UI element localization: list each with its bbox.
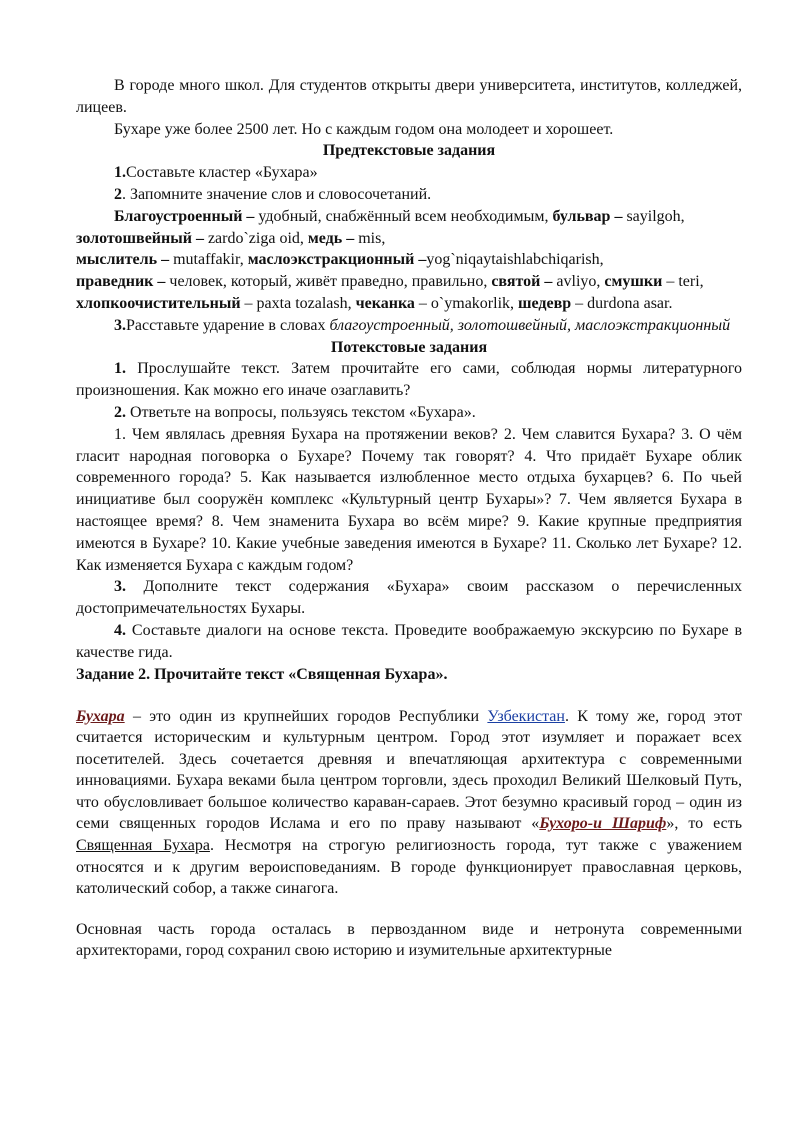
vocab-def: mutaffakir, — [169, 251, 248, 269]
text-run: – это один из крупнейших городов Республики — [124, 707, 488, 725]
pretext-task-1 — [76, 162, 742, 184]
task-text: Составьте кластер «Бухара» — [126, 164, 318, 182]
task-words: благоустроенный, золотошвейный, маслоэкстракционный — [329, 316, 731, 334]
posttext-task-4 — [76, 620, 742, 664]
task2-heading: Задание 2. Прочитайте текст «Священная Бухара». — [76, 665, 448, 683]
vocab-def: – teri, — [662, 273, 704, 291]
vocab-term: святой – — [491, 273, 553, 291]
vocab-term: маслоэкстракционный – — [247, 251, 427, 269]
spacer — [76, 900, 742, 919]
vocab-def: – o`ymakorlik, — [414, 294, 519, 312]
task-number: 3. — [114, 316, 126, 334]
task-number: 2 — [114, 185, 122, 203]
questions-list: 1. Чем являлась древняя Бухара на протяжении веков? 2. Чем славится Бухара? 3. О чём гласит народная поговорка о Бухаре? Почему так говорят? 4. Что придаёт Бухаре облик современного города? 5. Как называется излюбленное место отдыха бухарцев? 6. По чьей инициативе был сооружён комплекс «Культурный центр Бухары»? 7. Чем является Бухара в настоящее время? 8. Чем знаменита Бухара во всём мире? 9. Какие крупные предприятия имеются в Бухаре? 10. Какие учебные заведения имеются в Бухаре? 11. Сколько лет Бухаре? 12. Как изменяется Бухара с каждым годом? — [76, 425, 742, 574]
uzbekistan-link[interactable]: Узбекистан — [487, 707, 565, 725]
vocab-term: бульвар – — [552, 207, 623, 225]
spacer — [76, 686, 742, 706]
vocab-def: человек, который, живёт праведно, правильно, — [165, 273, 492, 291]
bukhara-paragraph-1 — [76, 706, 742, 900]
vocab-def: avliyo, — [552, 273, 605, 291]
vocab-term: смушки — [604, 273, 663, 291]
task-text: Расставьте ударение в словах — [126, 316, 330, 334]
vocab-term: медь – — [307, 229, 355, 247]
vocab-def: mis, — [354, 229, 386, 247]
vocab-term: золотошвейный – — [76, 229, 204, 247]
vocabulary-list — [76, 206, 742, 315]
vocab-def: – paxta tozalash, — [240, 294, 356, 312]
bukhoro-i-sharif-term: Бухоро-и Шариф — [539, 815, 667, 833]
vocab-term: чеканка — [355, 294, 415, 312]
posttext-task-3 — [76, 576, 742, 620]
vocab-term: хлопкоочистительный — [76, 294, 241, 312]
text-run: », то есть — [666, 815, 743, 833]
task-number: 1. — [114, 164, 126, 182]
vocab-term: Благоустроенный – — [114, 207, 255, 225]
task-number: 3. — [114, 578, 126, 596]
vocab-def: – durdona asar. — [571, 294, 673, 312]
vocab-term: мыслитель – — [76, 251, 170, 269]
vocab-term: праведник – — [76, 273, 166, 291]
bukhara-term: Бухара — [76, 707, 125, 725]
task2-text — [76, 706, 742, 963]
vocab-def: sayilgoh, — [622, 207, 685, 225]
task-number: 4. — [114, 621, 126, 639]
task-text: Составьте диалоги на основе текста. Проведите воображаемую экскурсию по Бухаре в качестве гида. — [76, 621, 742, 661]
posttext-heading: Потекстовые задания — [330, 338, 488, 356]
bukhara-paragraph-2: Основная часть города осталась в первозданном виде и нетронута современными архитекторами, город сохранил свою историю и изумительные архитектурные — [76, 920, 742, 960]
text-run: . Несмотря на строгую религиозность города, тут также с уважением относятся и к другим вероисповеданиям. В городе функционирует православная церковь, католический собор, а также синагога. — [76, 837, 742, 898]
pretext-task-3 — [76, 315, 742, 337]
task-number: 2. — [114, 403, 126, 421]
task-text: Дополните текст содержания «Бухара» своим рассказом о перечисленных достопримечательностях Бухары. — [76, 578, 742, 618]
posttext-task-2 — [76, 402, 742, 424]
posttext-task-1 — [76, 358, 742, 402]
task-number: 1. — [114, 360, 126, 378]
vocab-def: zardo`ziga oid, — [203, 229, 308, 247]
vocab-def: удобный, снабжённый всем необходимым, — [254, 207, 553, 225]
pretext-task-2 — [76, 184, 742, 206]
intro-paragraph-schools: В городе много школ. Для студентов открыты двери университета, институтов, колледжей, лицеев. — [76, 77, 742, 116]
vocab-def: yog`niqaytaishlabchiqarish, — [426, 251, 604, 269]
task-text: Ответьте на вопросы, пользуясь текстом «Бухара». — [126, 403, 476, 421]
text-run: . К тому же, город этот считается историческим и культурным центром. Город этот изумляет и поражает всех посетителей. Здесь сочетается древняя и впечатляющая архитектура с современными инновациями. Бухара веками была центром торговли, здесь проходил Великий Шелковый Путь, что обусловливает большое количество караван-сараев. Этот безумно красивый город – один из семи священных городов Ислама и его по праву называют « — [76, 707, 743, 833]
task-text: Прослушайте текст. Затем прочитайте его сами, соблюдая нормы литературного произношения. Как можно его иначе озаглавить? — [76, 360, 742, 400]
task-text: . Запомните значение слов и словосочетаний. — [122, 185, 432, 203]
vocab-term: шедевр — [518, 294, 572, 312]
pretext-heading: Предтекстовые задания — [322, 142, 496, 160]
sacred-bukhara-link[interactable]: Священная Бухара — [76, 837, 210, 855]
intro-paragraph-age: Бухаре уже более 2500 лет. Но с каждым годом она молодеет и хорошеет. — [114, 120, 614, 138]
